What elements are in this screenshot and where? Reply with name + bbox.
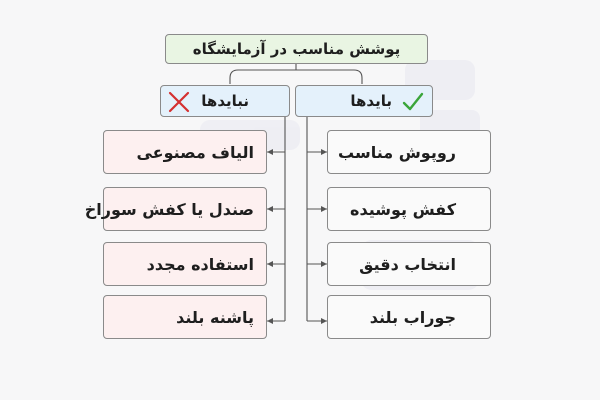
donts-item [103, 295, 267, 339]
donts-item-label: الیاف مصنوعی [136, 142, 254, 162]
dos-item [327, 242, 491, 286]
dos-item-label: روپوش مناسب [338, 142, 456, 162]
donts-item-label: استفاده مجدد [146, 254, 254, 274]
header-donts-label: نبایدها [201, 92, 249, 110]
dos-item [327, 187, 491, 231]
dos-item-label: جوراب بلند [369, 307, 456, 327]
diagram-title-text: پوشش مناسب در آزمایشگاه [192, 40, 401, 58]
donts-item [84, 187, 267, 231]
header-donts [160, 85, 290, 117]
dos-item [327, 130, 491, 174]
donts-item-label: صندل یا کفش سوراخ [84, 199, 254, 219]
donts-item [103, 130, 267, 174]
header-dos-label: بایدها [350, 92, 392, 110]
donts-item-label: پاشنه بلند [176, 307, 254, 327]
dos-item-label: کفش پوشیده [350, 199, 456, 219]
header-dos [295, 85, 433, 117]
donts-item [103, 242, 267, 286]
dos-item-label: انتخاب دقیق [359, 254, 456, 274]
dos-item [327, 295, 491, 339]
check-icon [401, 90, 425, 114]
diagram-title [165, 34, 428, 64]
cross-icon [167, 90, 191, 114]
